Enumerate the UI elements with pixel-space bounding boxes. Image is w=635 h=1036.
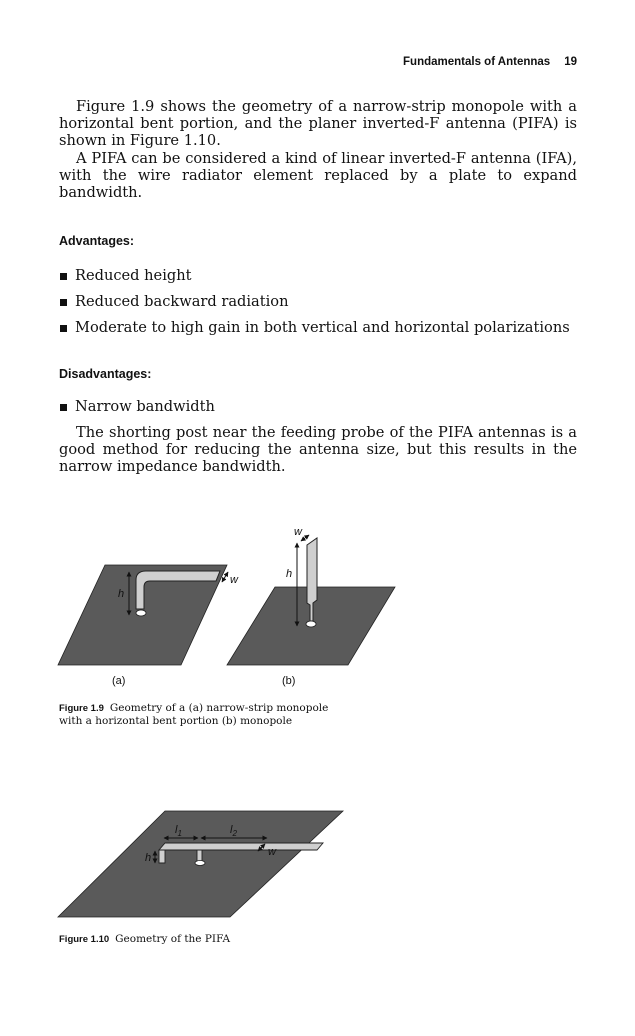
- symbol-l2: $l_2$: [230, 824, 237, 838]
- symbol-h-b: h: [286, 568, 293, 580]
- symbol-h-pifa: h: [145, 852, 152, 864]
- advantages-list: [59, 267, 570, 345]
- intro-text: [59, 98, 577, 201]
- symbol-w-b: w: [294, 526, 302, 538]
- figure-1-9-label-b: (b): [282, 675, 296, 687]
- symbol-l1: $l_1$: [175, 824, 182, 838]
- symbol-w-a: w: [230, 574, 238, 586]
- disadvantages-heading: Disadvantages:: [59, 367, 152, 381]
- figure-1-10-diagram: [55, 805, 355, 925]
- figure-1-10-caption: [59, 933, 230, 946]
- figure-1-9-caption-text-1: Geometry of a (a) narrow-strip monopole: [109, 702, 329, 714]
- shorting-post: [159, 850, 165, 863]
- pifa-radiator-plate: [159, 843, 323, 850]
- feed-probe: [197, 850, 202, 861]
- figure-1-10-caption-label: Figure 1.10: [59, 934, 110, 945]
- symbol-h-a: h: [118, 588, 125, 600]
- figure-1-9-caption: [59, 702, 328, 727]
- feed-point-pifa: [195, 861, 205, 866]
- feed-point-b: [306, 621, 316, 627]
- paragraph-1: Figure 1.9 shows the geometry of a narrow-strip monopole with a horizontal bent portion, and the planer inverted-F antenna (PIFA) is shown in Figure 1.10.: [59, 98, 577, 150]
- figure-1-9-caption-text-2: with a horizontal bent portion (b) monopole: [59, 715, 293, 727]
- figure-1-9-caption-label: Figure 1.9: [59, 703, 104, 714]
- figure-1-9-label-a: (a): [112, 675, 126, 687]
- running-header: [403, 56, 577, 68]
- symbol-w-pifa: w: [268, 846, 276, 858]
- feed-point-a: [136, 610, 146, 616]
- list-item: Reduced backward radiation: [59, 293, 570, 319]
- figure-1-10-caption-text: Geometry of the PIFA: [115, 933, 231, 945]
- advantages-heading: Advantages:: [59, 234, 135, 248]
- width-arrow-b: [301, 535, 309, 541]
- disadvantages-list: [59, 398, 215, 424]
- figure-1-9-diagram: [55, 525, 415, 675]
- list-item: Moderate to high gain in both vertical and horizontal polarizations: [59, 319, 570, 345]
- closing-text: [59, 424, 577, 476]
- paragraph-3: The shorting post near the feeding probe of the PIFA antennas is a good method for reducing the antenna size, but this results in the narrow impedance bandwidth.: [59, 424, 577, 476]
- list-item: Reduced height: [59, 267, 570, 293]
- list-item: Narrow bandwidth: [59, 398, 215, 424]
- header-title: Fundamentals of Antennas: [403, 56, 551, 68]
- page-number: 19: [564, 56, 577, 68]
- paragraph-2: A PIFA can be considered a kind of linear inverted-F antenna (IFA), with the wire radiator element replaced by a plate to expand bandwidth.: [59, 149, 577, 202]
